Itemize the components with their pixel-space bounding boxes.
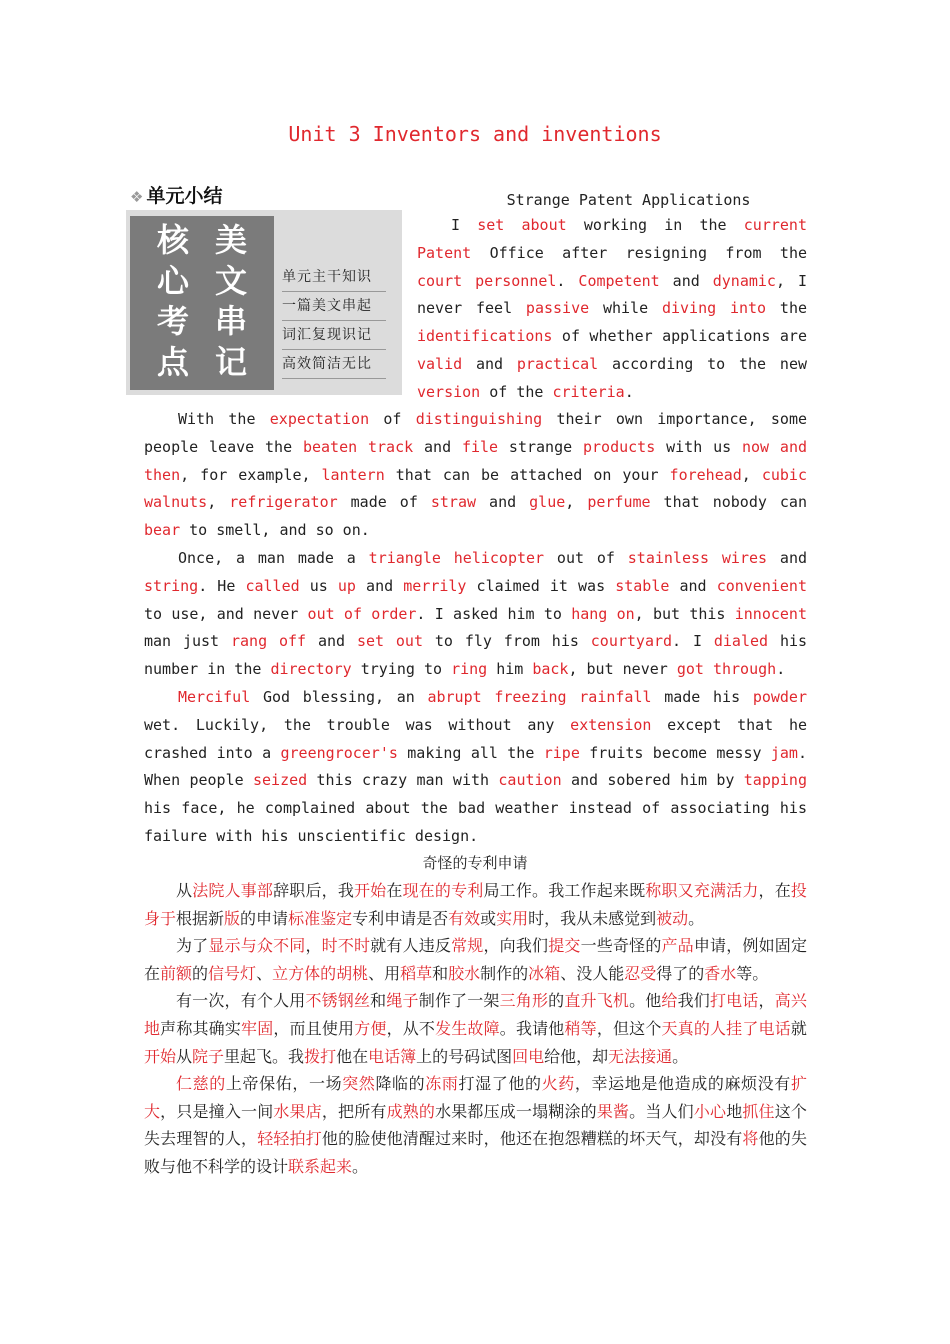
text-segment: 声称其确实 xyxy=(160,1018,242,1038)
text-segment: 的申请 xyxy=(240,908,289,928)
text-segment: man just xyxy=(144,632,231,651)
vocab-term: forehead xyxy=(669,465,742,484)
text-segment: and xyxy=(355,576,404,595)
vocab-term: 将 xyxy=(742,1129,759,1149)
vocab-term: 香水 xyxy=(704,963,737,983)
text-segment: 。 xyxy=(352,1156,369,1176)
text-segment: trying to xyxy=(351,660,452,679)
vocab-term: extension xyxy=(570,715,652,734)
text-segment: and xyxy=(306,632,357,651)
vocab-term: 给 xyxy=(661,991,678,1011)
text-segment: 根据新 xyxy=(176,908,225,928)
box-char: 美 xyxy=(214,221,247,259)
vocab-term: 不锈钢丝 xyxy=(305,991,371,1011)
text-segment: except that he crashed into a xyxy=(144,715,808,762)
text-segment: made his xyxy=(651,687,753,706)
text-segment: 、没人能 xyxy=(560,963,625,983)
text-segment: 这个失去理智的人， xyxy=(144,1101,807,1149)
vocab-term: 冻雨 xyxy=(425,1074,459,1094)
text-segment: of xyxy=(369,410,416,428)
text-segment: Office after resigning from the xyxy=(471,243,807,262)
vocab-term: 拨打 xyxy=(304,1046,337,1066)
text-segment: 。当人们 xyxy=(629,1101,694,1121)
text-segment: ， xyxy=(305,936,322,956)
section-label xyxy=(130,181,222,208)
text-segment: to smell, and so on. xyxy=(180,521,370,540)
text-segment: and xyxy=(767,548,808,567)
text-segment: of the xyxy=(480,382,553,401)
text-segment: and xyxy=(462,354,517,373)
vocab-term: merrily xyxy=(403,576,467,595)
vocab-term: 稻草 xyxy=(400,963,433,983)
vocab-term: 显示与众不同 xyxy=(208,936,306,956)
vocab-term: beaten track xyxy=(302,437,414,456)
vocab-term: stable xyxy=(615,576,670,595)
vocab-term: distinguishing xyxy=(415,410,543,428)
page-title: Unit 3 Inventors and inventions xyxy=(288,122,662,146)
text-segment: 、用 xyxy=(368,963,401,983)
text-segment: . I asked him to xyxy=(416,604,572,623)
text-segment: I xyxy=(451,216,478,234)
text-segment: while xyxy=(589,299,662,318)
text-segment: of whether applications are xyxy=(552,327,807,346)
summary-box xyxy=(126,210,402,395)
chinese-title: 奇怪的专利申请 xyxy=(422,854,528,872)
text-segment: , xyxy=(741,465,762,484)
text-segment: Once, a man made a xyxy=(178,548,369,567)
vocab-term: seized xyxy=(253,771,308,790)
text-segment: 制作的 xyxy=(480,963,529,983)
text-segment: 和 xyxy=(370,991,387,1011)
vocab-term: Competent xyxy=(578,271,660,290)
vocab-term: got through xyxy=(676,660,777,679)
vocab-term: criteria xyxy=(552,382,625,401)
vocab-term: rang off xyxy=(230,632,307,651)
text-segment: 专利申请是否 xyxy=(352,908,449,928)
chinese-paragraph xyxy=(144,1070,807,1180)
vocab-term: 电话簿 xyxy=(368,1046,417,1066)
text-segment: 就 xyxy=(790,1018,807,1038)
vocab-term: 标准鉴定 xyxy=(288,908,353,928)
text-segment: 的 xyxy=(548,991,565,1011)
vocab-term: 小心 xyxy=(693,1101,727,1121)
vocab-term: powder xyxy=(752,687,807,706)
section-label-text: 单元小结 xyxy=(146,185,223,207)
vocab-term: now and then xyxy=(144,437,808,484)
vocab-term: 联系起来 xyxy=(288,1156,353,1176)
box-line: 单元主干知识 xyxy=(282,266,386,292)
vocab-term: 立方体的胡桃 xyxy=(272,963,369,983)
text-segment: and xyxy=(659,271,713,290)
vocab-term: out of order xyxy=(307,604,417,623)
vocab-term: 有效 xyxy=(448,908,481,928)
text-segment: 他的脸使他清醒过来时，他还在抱怨糟糕的坏天气，却没有 xyxy=(321,1129,743,1149)
vocab-term: 时不时 xyxy=(321,936,371,956)
text-segment: 从 xyxy=(176,1046,193,1066)
vocab-term: set about xyxy=(477,216,567,234)
text-segment: to fly from his xyxy=(423,632,591,651)
vocab-term: 前额 xyxy=(160,963,193,983)
text-segment: 里起飞。我 xyxy=(224,1046,305,1066)
text-segment: . xyxy=(556,271,579,290)
vocab-term: bear xyxy=(144,521,181,540)
text-segment: ，只是撞入一间 xyxy=(160,1101,274,1121)
key-points-panel xyxy=(130,216,274,390)
vocab-term: practical xyxy=(516,354,599,373)
vocab-term: 火药 xyxy=(541,1074,575,1094)
vocab-term: ring xyxy=(451,660,488,679)
vocab-term: 信号灯 xyxy=(208,963,257,983)
text-segment: according to the new xyxy=(598,354,808,373)
text-segment: the xyxy=(766,299,808,318)
text-segment: 一些奇怪的 xyxy=(580,936,662,956)
vocab-term: 常规 xyxy=(451,936,484,956)
text-segment: 他在 xyxy=(336,1046,369,1066)
vocab-term: products xyxy=(583,437,656,456)
vocab-term: up xyxy=(337,576,356,595)
vocab-term: 院子 xyxy=(192,1046,225,1066)
english-paragraph xyxy=(144,406,807,545)
text-segment: with us xyxy=(655,437,742,456)
text-segment: 制作了一架 xyxy=(418,991,500,1011)
text-segment: 和 xyxy=(432,963,449,983)
text-segment: ，向我们 xyxy=(483,936,549,956)
diamond-icon: ❖ xyxy=(130,188,144,206)
text-segment: 申请，例如固定在 xyxy=(144,936,807,983)
vocab-term: 三角形 xyxy=(499,991,549,1011)
text-segment: 在 xyxy=(386,881,403,900)
text-segment: and sobered him by xyxy=(561,771,744,790)
vocab-term: court personnel xyxy=(417,271,557,290)
box-lines xyxy=(282,266,386,382)
vocab-term: 产品 xyxy=(661,936,694,956)
vocab-term: 胶水 xyxy=(448,963,481,983)
text-segment: 。 xyxy=(688,908,705,928)
text-segment: us xyxy=(299,576,338,595)
box-line: 一篇美文串起 xyxy=(282,295,386,321)
text-segment: strange xyxy=(498,437,583,456)
vocab-term: 开始 xyxy=(354,881,387,900)
text-segment: ，在 xyxy=(758,881,791,900)
vocab-term: courtyard xyxy=(590,632,673,651)
vocab-term: 回电 xyxy=(512,1046,545,1066)
vocab-term: 提交 xyxy=(548,936,581,956)
text-segment: and xyxy=(413,437,462,456)
text-segment: 为了 xyxy=(176,936,209,956)
vocab-term: 被动 xyxy=(656,908,689,928)
vocab-term: 果酱 xyxy=(596,1101,630,1121)
box-line: 高效简洁无比 xyxy=(282,353,386,379)
vocab-term: stainless wires xyxy=(627,548,768,567)
vocab-term: valid xyxy=(417,354,463,373)
vocab-term: set out xyxy=(356,632,423,651)
text-segment: 的 xyxy=(192,963,209,983)
vocab-term: 仁慈的 xyxy=(176,1074,226,1094)
english-paragraph xyxy=(144,545,807,684)
text-segment: claimed it was xyxy=(466,576,616,595)
vocab-term: current Patent xyxy=(417,216,807,262)
vocab-term: 冰箱 xyxy=(528,963,561,983)
text-segment: . xyxy=(624,382,634,401)
english-title: Strange Patent Applications xyxy=(506,191,751,209)
text-segment: . He xyxy=(198,576,246,595)
text-segment: out of xyxy=(544,548,628,567)
text-segment: 。他 xyxy=(629,991,662,1011)
vocab-term: 天真的人挂了电话 xyxy=(661,1018,791,1038)
text-segment: working in the xyxy=(566,216,744,234)
vocab-term: 稍等 xyxy=(564,1018,597,1038)
vocab-term: convenient xyxy=(716,576,807,595)
text-segment: With the xyxy=(178,410,270,428)
vocab-term: 突然 xyxy=(342,1074,376,1094)
vocab-term: straw xyxy=(430,493,477,512)
vocab-term: diving into xyxy=(661,299,767,318)
text-segment: . xyxy=(776,660,786,679)
chinese-body xyxy=(144,877,807,1181)
text-segment: , but this xyxy=(634,604,735,623)
vocab-term: 直升飞机 xyxy=(564,991,630,1011)
text-segment: 上的号码试图 xyxy=(416,1046,513,1066)
text-segment: 等。 xyxy=(736,963,769,983)
text-segment: making all the xyxy=(397,743,544,762)
vocab-term: 无法接通 xyxy=(608,1046,673,1066)
vocab-term: innocent xyxy=(734,604,807,623)
text-segment: 我们 xyxy=(677,991,710,1011)
text-segment: and xyxy=(669,576,717,595)
vocab-term: expectation xyxy=(269,410,370,428)
text-segment: 辞职后，我 xyxy=(273,881,354,900)
text-segment: 就有人违反 xyxy=(370,936,452,956)
vocab-term: string xyxy=(144,576,199,595)
english-paragraph xyxy=(417,212,807,407)
text-segment: . When people xyxy=(144,743,807,790)
vocab-term: 称职又充满活力 xyxy=(645,881,759,900)
chinese-paragraph xyxy=(144,932,807,987)
english-paragraph xyxy=(144,684,807,851)
vocab-term: 发生故障 xyxy=(435,1018,500,1038)
text-segment: 。 xyxy=(672,1046,689,1066)
text-segment: 有一次，有个人用 xyxy=(176,991,306,1011)
text-segment: 打湿了他的 xyxy=(458,1074,542,1094)
text-segment: ，但这个 xyxy=(596,1018,662,1038)
vocab-term: file xyxy=(461,437,499,456)
vocab-term: version xyxy=(417,382,481,401)
vocab-term: lantern xyxy=(321,465,385,484)
vocab-term: perfume xyxy=(587,493,651,512)
box-char: 文 xyxy=(214,261,247,300)
vocab-term: 牢固 xyxy=(241,1018,274,1038)
box-char: 核 xyxy=(156,221,189,259)
vocab-term: refrigerator xyxy=(229,493,338,512)
vocab-term: 忍受 xyxy=(624,963,657,983)
vocab-term: 绳子 xyxy=(386,991,419,1011)
text-segment: ，幸运地是他造成的麻烦没有 xyxy=(574,1074,791,1094)
text-segment: . I xyxy=(672,632,714,651)
text-segment: 、 xyxy=(256,963,273,983)
english-body xyxy=(144,406,807,851)
vocab-term: 现在的专利 xyxy=(402,881,484,900)
vocab-term: ripe xyxy=(543,743,580,762)
text-segment: 或 xyxy=(480,908,497,928)
text-segment: and xyxy=(476,493,530,512)
text-segment: 水果都压成一塌糊涂的 xyxy=(435,1101,597,1121)
vocab-term: identifications xyxy=(417,327,553,346)
vocab-term: 抓住 xyxy=(742,1101,775,1121)
text-segment: 时，我从未感觉到 xyxy=(528,908,657,928)
vocab-term: 方便 xyxy=(354,1018,387,1038)
vocab-term: directory xyxy=(270,660,352,679)
box-char: 记 xyxy=(214,342,247,381)
vocab-term: 水果店 xyxy=(273,1101,322,1121)
text-segment: , I never feel xyxy=(417,271,808,318)
vocab-term: 法院人事部 xyxy=(192,881,274,900)
text-segment: 地 xyxy=(726,1101,743,1121)
vocab-term: dialed xyxy=(713,632,769,651)
text-segment: wet. Luckily, the trouble was without any xyxy=(144,715,571,734)
vocab-term: 投身于 xyxy=(144,881,807,928)
text-segment: 上帝保佑，一场 xyxy=(225,1074,343,1094)
box-char: 串 xyxy=(214,302,247,340)
vocab-term: 扩大 xyxy=(144,1074,807,1121)
vocab-term: 成熟的 xyxy=(386,1101,436,1121)
vocab-term: back xyxy=(532,660,569,679)
text-segment: 他的失败与他不科学的设计 xyxy=(144,1129,807,1176)
text-segment: ，把所有 xyxy=(321,1101,387,1121)
text-segment: made of xyxy=(337,493,431,512)
box-char: 心 xyxy=(156,261,189,300)
text-segment: 。我请他 xyxy=(499,1018,565,1038)
text-segment: 得了的 xyxy=(656,963,705,983)
vocab-term: dynamic xyxy=(712,271,776,290)
vocab-term: glue xyxy=(529,493,566,512)
text-segment: him xyxy=(487,660,533,679)
text-segment: their own importance, some people leave the xyxy=(144,410,808,456)
vocab-term: passive xyxy=(525,299,590,318)
vocab-term: caution xyxy=(498,771,562,790)
vocab-term: 轻轻拍打 xyxy=(257,1129,322,1149)
chinese-paragraph xyxy=(144,987,807,1070)
text-segment: , but never xyxy=(568,660,677,679)
text-segment: 给他，却 xyxy=(544,1046,609,1066)
vocab-term: called xyxy=(245,576,300,595)
vocab-term: jam xyxy=(770,743,798,762)
text-segment: ， xyxy=(758,991,775,1011)
text-segment: , for example, xyxy=(180,465,322,484)
text-segment: ，从不 xyxy=(386,1018,436,1038)
text-segment: that can be attached on your xyxy=(384,465,670,484)
vocab-term: 打电话 xyxy=(709,991,759,1011)
chinese-paragraph xyxy=(144,877,807,932)
text-segment: ，而且使用 xyxy=(273,1018,355,1038)
vocab-term: 高兴地 xyxy=(144,991,807,1038)
text-segment: 局工作。我工作起来既 xyxy=(483,881,646,900)
text-segment: , xyxy=(207,493,230,512)
box-char: 考 xyxy=(156,302,189,340)
vocab-term: tapping xyxy=(743,771,807,790)
text-segment: fruits become messy xyxy=(579,743,771,762)
vocab-term: abrupt freezing rainfall xyxy=(427,687,652,706)
box-char: 点 xyxy=(156,342,189,381)
text-segment: his number in the xyxy=(144,632,808,679)
vocab-term: greengrocer's xyxy=(280,743,398,762)
text-segment: his face, he complained about the bad weather instead of associating his failure with his unscientific design. xyxy=(144,799,807,845)
text-segment: , xyxy=(565,493,588,512)
text-segment: to use, and never xyxy=(144,604,308,623)
text-segment: this crazy man with xyxy=(307,771,499,790)
vocab-term: hang on xyxy=(571,604,635,623)
box-line: 词汇复现识记 xyxy=(282,324,386,350)
vocab-term: triangle helicopter xyxy=(368,548,545,567)
vocab-term: cubic walnuts xyxy=(144,465,807,512)
text-segment: that nobody can xyxy=(650,493,807,512)
vocab-term: 开始 xyxy=(144,1046,177,1066)
text-segment: God blessing, an xyxy=(250,687,428,706)
vocab-term: 实用 xyxy=(496,908,529,928)
vocab-term: Merciful xyxy=(178,687,251,706)
vocab-term: 版 xyxy=(224,908,241,928)
text-segment: 降临的 xyxy=(375,1074,426,1094)
text-segment: 从 xyxy=(176,881,193,900)
